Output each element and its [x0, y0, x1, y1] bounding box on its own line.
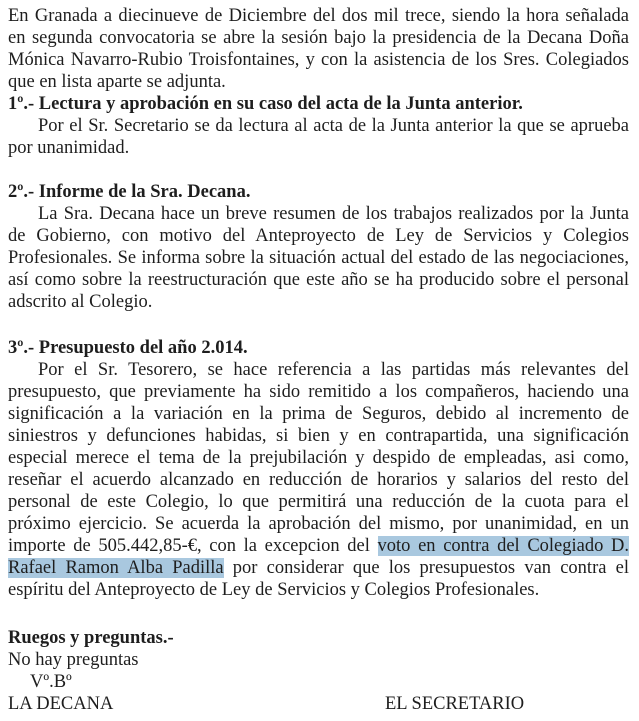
section-1-body: Por el Sr. Secretario se da lectura al acta de la Junta anterior la que se aprueba por unanimidad. [8, 116, 629, 158]
section-3-text-after-highlight: por considerar que los presupuestos van contra el espíritu del Anteproyecto de Ley de Servicios y Colegios Profesionales. [8, 558, 629, 600]
signature-right: EL SECRETARIO [385, 694, 525, 714]
highlighted-text: voto en contra del Colegiado D. Rafael Ramon Alba Padilla [8, 536, 630, 578]
section-1-heading: 1º.- Lectura y aprobación en su caso del acta de la Junta anterior. [8, 94, 523, 114]
closing-heading: Ruegos y preguntas.- [8, 628, 174, 648]
section-2-heading: 2º.- Informe de la Sra. Decana. [8, 182, 251, 202]
intro-paragraph: En Granada a diecinueve de Diciembre del dos mil trece, siendo la hora señalada en segunda convocatoria se abre la sesión bajo la presidencia de la Decana Doña Mónica Navarro-Rubio Troisfontaines, y con la asistencia de los Sres. Colegiados que en lista aparte se adjunta. [8, 6, 629, 92]
section-3-body [8, 359, 629, 601]
no-questions-line: No hay preguntas [8, 650, 139, 670]
signature-left: LA DECANA [8, 694, 114, 714]
vobo-line: Vº.Bº [30, 672, 72, 692]
section-2-body: La Sra. Decana hace un breve resumen de los trabajos realizados por la Junta de Gobierno, con motivo del Anteproyecto de Ley de Servicios y Colegios Profesionales. Se informa sobre la situación actual del estado de las negociaciones, así como sobre la reestructuración que este año se ha producido sobre el personal adscrito al Colegio. [8, 204, 629, 312]
section-3-text-before-highlight: Por el Sr. Tesorero, se hace referencia a las partidas más relevantes del presupuesto, que previamente ha sido remitido a los compañeros, haciendo una significación a la variación en la prima de Seguros, debido al incremento de siniestros y defunciones habidas, si bien y en contrapartida, una significación especial merece el tema de la prejubilación y despido de empleadas, asi como, reseñar el acuerdo alcanzado en reducción de horarios y salarios del resto del personal de este Colegio, lo que permitirá una reducción de la cuota para el próximo ejercicio. Se acuerda la aprobación del mismo, por unanimidad, en un importe de 505.442,85-€, con la excepcion del [8, 360, 629, 556]
signature-row [8, 693, 629, 715]
section-3-heading: 3º.- Presupuesto del año 2.014. [8, 338, 248, 358]
